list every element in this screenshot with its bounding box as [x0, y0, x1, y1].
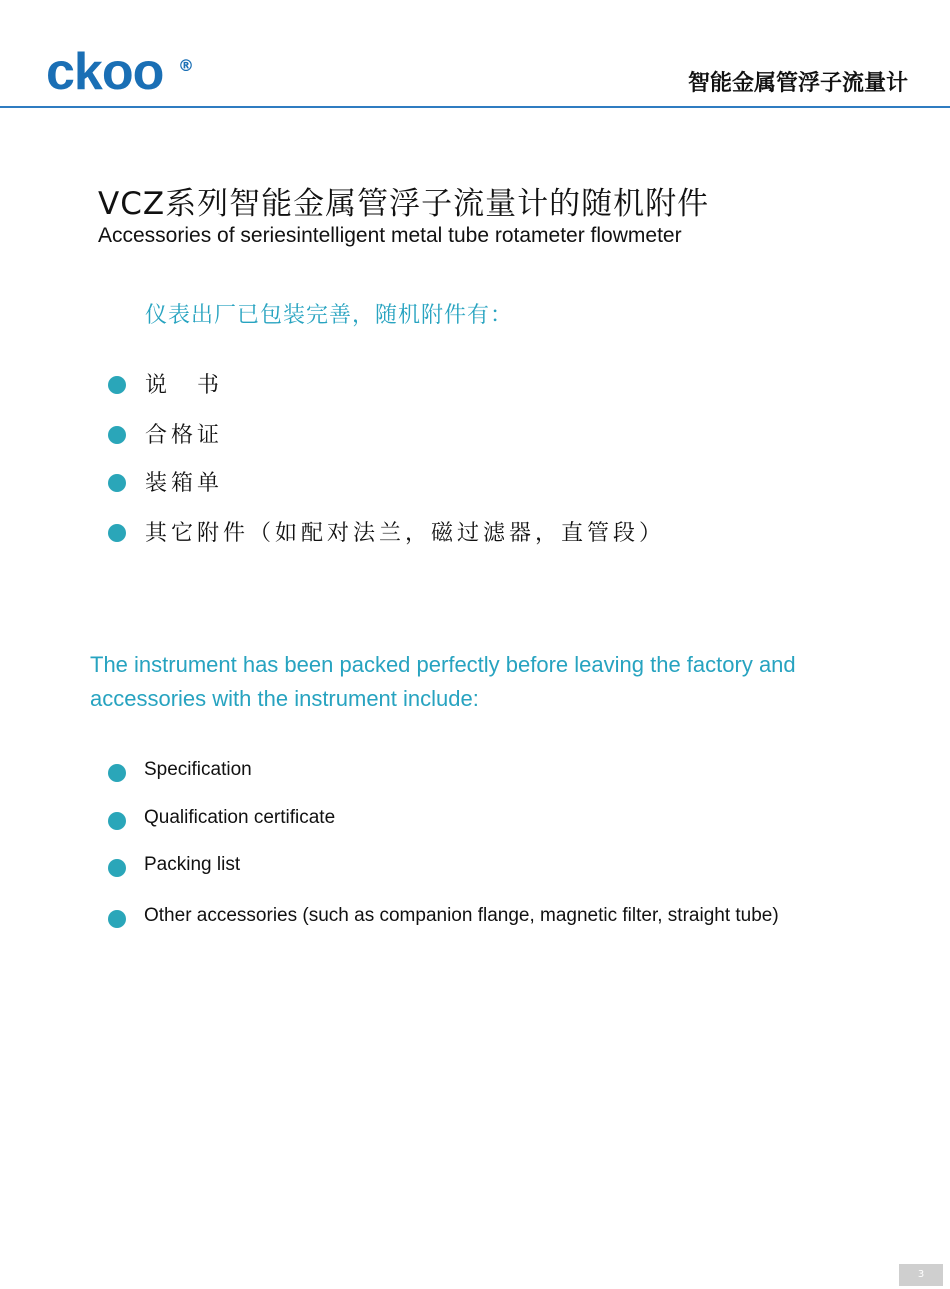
- list-item-text: 说 书: [145, 373, 224, 398]
- list-item-text: Specification: [144, 759, 252, 780]
- list-item-text: 合格证: [145, 423, 224, 448]
- bullet-icon: [108, 910, 126, 928]
- bullet-icon: [108, 426, 126, 444]
- header-divider: [0, 106, 950, 108]
- list-item-text: Packing list: [144, 854, 241, 875]
- page-title-english: Accessories of seriesintelligent metal tube rotameter flowmeter: [98, 224, 682, 247]
- bullet-icon: [108, 474, 126, 492]
- registered-mark: ®: [178, 56, 194, 75]
- header-title: 智能金属管浮子流量计: [687, 71, 908, 96]
- list-item-text: Qualification certificate: [144, 807, 336, 828]
- list-item-text: Other accessories (such as companion flange, magnetic filter, straight tube): [144, 905, 779, 926]
- page-number: 3: [899, 1264, 943, 1286]
- bullet-icon: [108, 764, 126, 782]
- list-item-text: 其它附件（如配对法兰，磁过滤器，直管段）: [145, 521, 666, 546]
- bullet-icon: [108, 376, 126, 394]
- intro-chinese: 仪表出厂已包装完善，随机附件有：: [145, 303, 514, 328]
- bullet-icon: [108, 859, 126, 877]
- bullet-icon: [108, 812, 126, 830]
- bullet-icon: [108, 524, 126, 542]
- brand-logo: ckoo: [46, 43, 164, 101]
- intro-english: The instrument has been packed perfectly before leaving the factory and accessories with the instrument include:: [90, 652, 796, 711]
- list-item-text: 装箱单: [145, 471, 224, 496]
- page-title-chinese: VCZ系列智能金属管浮子流量计的随机附件: [98, 186, 710, 222]
